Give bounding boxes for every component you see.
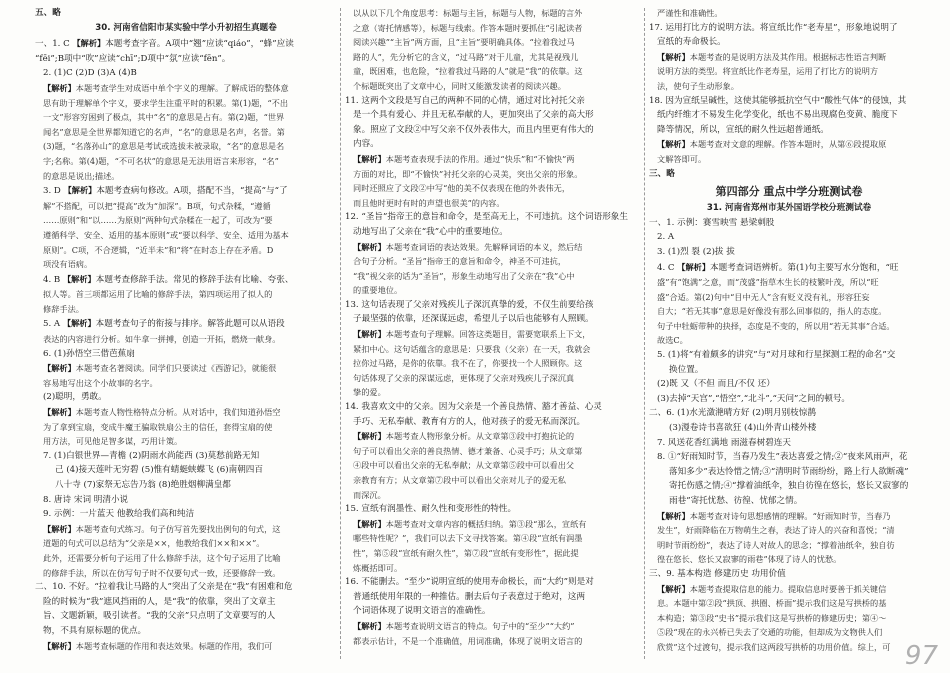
analysis-line: 明时节雨纷纷”，表达了诗人对故人的思念；“撑着油纸伞，独自彷 xyxy=(657,539,895,550)
analysis-line: 解”不搭配，可以把“提高”改为“加深”。B项，句式杂糅，“遵循 xyxy=(43,200,271,211)
answer-line: 旨、文题新颖，吸引读者。“我的父亲”只点明了文章要写的人 xyxy=(43,611,276,622)
analysis-tag: 【解析】 xyxy=(353,620,386,631)
analysis-line: ④段中可以看出父亲的无私奉献；从文章第⑤段中可以看出父 xyxy=(353,460,575,471)
analysis-line: 盛”有“饱满”之意，而“茂盛”指草木生长的枝繁叶茂，所以“旺 xyxy=(657,277,879,288)
analysis-tag: 【解析】 xyxy=(43,363,76,374)
analysis-line: 【解析】本题考查表现手法的作用。通过“快乐”和“不愉快”两 xyxy=(353,153,575,164)
analysis-line: 【解析】本题考查人物形象分析。从文章第③段中打抱抗论的 xyxy=(353,431,575,442)
analysis-tag: 【解析】 xyxy=(353,153,386,164)
answer-line: 3. (1)烈 裂 (2)拔 拔 xyxy=(657,246,735,257)
analysis-tag: 【解析】 xyxy=(43,82,76,93)
answer-line: 己 (4)接天莲叶无穷碧 (5)惟有蜻蜓蛱蝶飞 (6)南朝四百 xyxy=(55,465,263,476)
answer-line: 宣纸的寿命极长。 xyxy=(657,37,726,48)
answer-line: 降等情况，所以，宣纸的耐久性远超普通纸。 xyxy=(657,124,829,135)
analysis-line: 炼概括即可。 xyxy=(353,562,403,573)
section-heading: 三、略 xyxy=(649,168,675,179)
analysis-line: 盛”合适。第(2)句中“目中无人”含有贬义没有礼，形容狂妄 xyxy=(657,291,870,302)
answer-line: 3. D 【解析】本题考查病句修改。A项，搭配不当，“提高”与“了 xyxy=(43,185,288,197)
analysis-line: 一文”形容穷困到了极点，其中“名”的意思是占有。第(2)题，“世界 xyxy=(43,112,285,123)
answer-line: 个词语体现了说明文语言的准确性。 xyxy=(353,606,491,617)
analysis-line: 的意思是说出;描述。 xyxy=(43,170,120,181)
answer-line: 4. B 【解析】本题考查修辞手法。常见的修辞手法有比喻、夸张、 xyxy=(43,273,294,285)
analysis-line: 【解析】本题考查学生对成语中单个字义的理解。了解成语的整体意 xyxy=(43,82,289,93)
answer-line: 是一个具有爱心、并且无私奉献的人，更加突出了父亲的高大形 xyxy=(353,110,594,121)
analysis-tag: 【解析】 xyxy=(353,518,386,529)
analysis-line: “我”视父亲的话为“圣旨”，形象生动地写出了父亲在“我”心中 xyxy=(353,270,575,281)
analysis-line: 【解析】本题考查对诗句思想感情的理解。“好雨知时节，当春乃 xyxy=(657,510,891,521)
answer-line: 9. 示例：一片蓝天 他教给我们高和纯洁 xyxy=(43,509,195,520)
answer-line: 一、1. 示例：赛雪映雪 悬梁刺股 xyxy=(649,217,775,228)
analysis-line: 容易地写出这个小故事的名字。 xyxy=(43,377,158,388)
answer-line: 纸内纤维才不易发生化学变化，纸也不易出现腐色变黄、脆度下 xyxy=(657,110,898,121)
analysis-line: 为了拿到宝扇，变成牛魔王骗取铁扇公主的信任，套得宝扇的使 xyxy=(43,421,273,432)
analysis-line: 【解析】本题考查提取信息的能力。提取信息时要善于抓关键信 xyxy=(657,583,887,594)
answer-line: 8. 唐诗 宋词 明清小说 xyxy=(43,494,129,505)
analysis-tag: 【解析】 xyxy=(353,329,386,340)
analysis-line: 法，使句子生动形象。 xyxy=(657,80,739,91)
answer-line: 6. (1)孙悟空三借芭蕉扇 xyxy=(43,348,135,359)
exam-title: 30. 河南省信阳市某实验中学小升初招生真题卷 xyxy=(95,23,277,34)
analysis-line: 【解析】本题考查标题的作用和表达效果。标题的作用，我们可 xyxy=(43,640,273,651)
analysis-line: 遵循科学、安全、适用的基本原则”或“要以科学、安全、适用为基本 xyxy=(43,229,289,240)
analysis-tag: 【解析】 xyxy=(62,273,96,284)
page-number: 97 xyxy=(904,641,938,671)
answer-line: 14. 我喜欢文中的父亲。因为父亲是一个善良热情、豁才善益、心灵 xyxy=(345,402,603,413)
analysis-tag: 【解析】 xyxy=(43,640,76,651)
analysis-tag: 【解析】 xyxy=(62,318,96,329)
answer-line: 11. 这两个文段是写自己的两种不同的心情，通过对比衬托父亲 xyxy=(345,95,585,106)
analysis-line: 思有助于理解单个字义，要求学生注重平时的积累。第(1)题，“不出 xyxy=(43,97,289,108)
answer-line: (2)既 又（不但 而且/不仅 还） xyxy=(657,379,775,390)
answer-line: (2)聪明，勇敢。 xyxy=(43,392,107,403)
answer-line: 5. A 【解析】本题考查句子的衔接与排序。解答此题可以从语段 xyxy=(43,318,285,330)
answer-line: 二、10. 不好。“拉着我让马路的人”突出了父亲是在“我”有困难和危 xyxy=(35,582,293,593)
analysis-line: 以从以下几个角度思考：标题与主旨，标题与人物，标题的言外 xyxy=(353,8,583,18)
analysis-tag: 【解析】 xyxy=(43,523,76,534)
analysis-tag: 【解析】 xyxy=(43,407,76,418)
analysis-line: 原则”。C项，不合逻辑，“近半未”和“将”在时态上存在矛盾。D xyxy=(43,244,274,255)
analysis-line: 句子可以看出父亲的善良热情、德才兼备、心灵手巧；从文章第 xyxy=(353,445,583,456)
analysis-line: 严谨性和准确性。 xyxy=(657,8,723,18)
analysis-line: 闻名”意思是全世界都知道它的名声，“名”的意思是名声，名誉。第 xyxy=(43,126,285,137)
answer-line: 16. 不能删去。“至少”说明宣纸的使用寿命极长，而“大约”则是对 xyxy=(345,577,594,588)
analysis-line: 表达的内容进行分析。如牛拿一拼搏，创造一开拓，燃烧一献身。 xyxy=(43,334,281,345)
analysis-tag: 【解析】 xyxy=(677,261,711,272)
analysis-line: ……原则”和“以……为原则”两种句式杂糅在一起了，可改为“要 xyxy=(43,215,273,226)
analysis-line: 息。本题中第②段“拱顶、拱圈、桥面”提示我们这是写拱桥的基 xyxy=(657,598,887,609)
answer-line: 13. 这句话表现了父亲对残疾儿子深沉真挚的爱，不仅生前要给孩 xyxy=(345,299,594,310)
answer-line: 2. (1)C (2)D (3)A (4)B xyxy=(43,68,137,79)
analysis-line: 徨在悠长、悠长又寂寥的雨巷”体现了诗人的忧愁。 xyxy=(657,554,842,565)
answer-line: 7. 风送花香红满地 雨滋春树碧连天 xyxy=(657,437,791,448)
analysis-line: 阅读兴趣”“主旨”两方面，且“主旨”要明确具体。“拉着我过马 xyxy=(353,37,575,48)
analysis-tag: 【解析】 xyxy=(63,185,97,196)
analysis-line: 【解析】本题考查对文章内容的概括归纳。第③段“那么，宣纸有 xyxy=(353,518,587,529)
analysis-line: 拟人等。首三项都运用了比喻的修辞手法，第四项运用了拟人的 xyxy=(43,289,273,300)
answer-line: 18. 因为宣纸呈碱性，这使其能够抵抗空气中“酸性气体”的侵蚀，其 xyxy=(649,95,907,106)
analysis-tag: 【解析】 xyxy=(657,139,690,150)
column-right xyxy=(649,6,929,669)
answer-line: 5. (1)将“有着颇多的讲究”与“对月球和行星探测工程的命名”交 xyxy=(657,350,896,361)
analysis-tag: 【解析】 xyxy=(657,510,690,521)
column-divider-right xyxy=(644,8,645,659)
answer-line: 8. ①“好雨知时节，当春乃发生”表达喜爱之情;②“夜来风雨声，花 xyxy=(657,452,908,463)
analysis-tag: 【解析】 xyxy=(353,431,386,442)
analysis-line: 道题的句式可以总结为“父亲是××，他教给我们××和××”。 xyxy=(43,538,265,549)
column-divider-left xyxy=(340,8,341,659)
answer-line: 一、1. C 【解析】本题考查字音。A项中“翘”应读“qiáo”，“蜂”应读 xyxy=(35,38,294,50)
analysis-line: 【解析】本题考查人物性格特点分析。从对话中，我们知道孙悟空 xyxy=(43,407,281,418)
analysis-line: 字;名称。第(4)题，“不可名状”的意思是无法用语言来形容，“名” xyxy=(43,155,279,166)
answer-line: 2. A xyxy=(657,232,675,243)
analysis-line: 哪些特性呢？”，我们可以去下文寻找答案。第④段“宣纸有润墨 xyxy=(353,533,583,544)
analysis-line: 欣赏”这个过渡句，提示我们这两段写拱桥的功用价值。综上，可 xyxy=(657,641,891,652)
answer-line: 内容。 xyxy=(353,139,379,150)
analysis-line: 都表示估计，不是一个准确值，用词准确，体现了说明文语言的 xyxy=(353,635,583,646)
answer-line: 动地写出了父亲在“我”心中的重要地位。 xyxy=(353,226,508,237)
analysis-line: 【解析】本题考查的是说明方法及其作用。根据标志性语言判断 xyxy=(657,51,887,62)
analysis-line: 自大；“若无其事”意思是好像没有那么回事似的，指人的态度。 xyxy=(657,306,887,317)
analysis-tag: 【解析】 xyxy=(657,583,690,594)
analysis-line: 修辞手法。 xyxy=(43,303,84,314)
analysis-line: 【解析】本题考查说明文语言的特点。句子中的“至少”“大约” xyxy=(353,620,575,631)
column-left xyxy=(35,6,337,669)
analysis-line: 之意（寄托情感等），标题与线索。作答本题时要抓住“引起读者 xyxy=(353,22,583,33)
analysis-line: 本构造；第③段“史书”提示我们这是写拱桥的修建历史；第④～ xyxy=(657,612,887,623)
analysis-line: 项没有语病。 xyxy=(43,259,93,270)
answer-line: 12. “圣旨”指帝王的意旨和命令，是至高无上，不可违抗。这个词语形象生 xyxy=(345,212,628,223)
analysis-line: 童，既困难，也危险，“拉着我过马路的人”就是“我”的依靠。这 xyxy=(353,66,583,77)
answer-line: 象。照应了文段②中写父亲不仅外表伟大，而且内里更有伟大的 xyxy=(353,124,594,135)
part-title: 第四部分 重点中学分班测试卷 xyxy=(715,184,863,198)
analysis-line: 句话体现了父亲的深谋远虑，更体现了父亲对残疾儿子深沉真 xyxy=(353,372,575,383)
analysis-line: 拉你过马路，是你的依靠。我不在了，你要找一个人照顾你。这 xyxy=(353,358,583,369)
analysis-line: 同时还照应了文段②中写“他的美不仅表现在他的外表伟无， xyxy=(353,183,571,194)
analysis-line: 合句子分析。“圣旨”指帝王的意旨和命令，神圣不可违抗， xyxy=(353,256,567,267)
analysis-line: 而深沉。 xyxy=(353,489,386,500)
analysis-line: ⑤段“现在的永兴桥已失去了交通的功能，但却成为文物供人们 xyxy=(657,627,883,638)
analysis-line: 【解析】本题考查句式练习。句子仿写首先要找出例句的句式，这 xyxy=(43,523,281,534)
answer-line: 三、9. 基本构造 修建历史 功用价值 xyxy=(649,568,786,579)
analysis-line: 【解析】本题考查名著阅读。同学们只要读过《西游记》，就能很 xyxy=(43,363,277,374)
analysis-line: 此外，还需要分析句子运用了什么修辞手法，这个句子运用了比喻 xyxy=(43,552,281,563)
answer-line: 普通纸使用年限的一种推估。删去后句子表意过于绝对，这两 xyxy=(353,591,586,602)
answer-line: 4. C 【解析】本题考查词语辨析。第(1)句主要写水分饱和，“旺 xyxy=(657,261,899,273)
analysis-line: (3)题，“名落孙山”的意思是考试或选拔未被录取，“名”的意思是名 xyxy=(43,141,285,152)
answer-line: 子最坚强的依靠，还深谋远虑，希望儿子以后也能够有人照顾。 xyxy=(353,314,594,325)
analysis-line: 【解析】本题考查词语的表达效果。先解释词语的本义，然后结 xyxy=(353,241,583,252)
answer-line: 17. 运用打比方的说明方法。将宣纸比作“老寿星”，形象地说明了 xyxy=(649,22,898,33)
answer-line: 落知多少”表达怜惜之情;③“清明时节雨纷纷，路上行人欲断魂” xyxy=(669,466,909,477)
analysis-line: 而且他时更时有时的声望也很美”的内容。 xyxy=(353,197,505,208)
analysis-line: 故选C。 xyxy=(657,335,688,346)
analysis-tag: 【解析】 xyxy=(657,51,690,62)
analysis-line: 用方法，可见他足智多谋，巧用计策。 xyxy=(43,436,183,447)
analysis-line: 文解答即可。 xyxy=(657,153,707,164)
answer-line: 雨巷”寄托忧愁、彷徨、忧郁之情。 xyxy=(669,496,803,506)
answer-line: 险的时候为“我”遮风挡雨的人，是“我”的依靠，突出了文章主 xyxy=(43,596,276,607)
exam-title: 31. 河南省郑州市某外国语学校分班测试卷 xyxy=(706,202,872,213)
analysis-line: 【解析】本题考查句子理解。回答这类题目，需要宽联系上下文， xyxy=(353,329,591,340)
analysis-line: 的重要地位。 xyxy=(353,285,403,296)
analysis-line: 方面的对比，即“不愉快”衬托父亲的心灵美，突出父亲的形象。 xyxy=(353,168,583,179)
analysis-line: 个标题既突出了文章中心，同时又能激发读者的阅读兴趣。 xyxy=(353,80,566,91)
analysis-line: 性”，第⑤段“宣纸有耐久性”，第⑦段“宣纸有变形性”，据此提 xyxy=(353,547,579,558)
analysis-line: 的修辞手法，所以在仿写句子时不仅要句式一致，还要修辞一致。 xyxy=(43,567,281,578)
answer-line: “fēi”;B项中“吹”应读“chī”;D项中“氛”应读“fēn”。 xyxy=(35,53,231,64)
analysis-tag: 【解析】 xyxy=(353,241,386,252)
section-heading: 五、略 xyxy=(35,8,61,18)
answer-line: (3)漫卷诗书喜欲狂 (4)山外青山楼外楼 xyxy=(669,423,817,434)
answer-line: 7. (1)白银世界—青檐 (2)阴雨水尚能西 (3)莫愁前路无知 xyxy=(43,450,260,461)
analysis-line: 句子中牡蛎带种的抉择，态度是不变的，所以用“若无其事”合适。 xyxy=(657,320,895,331)
answer-line: 手巧、无私奉献、教育有方的人，他对孩子的爱无私而深沉。 xyxy=(353,416,586,427)
analysis-line: 发生”，好雨降临在万物萌生之春，表达了诗人的兴奋和喜悦；“清 xyxy=(657,525,895,536)
analysis-line: 紧扣中心。这句话蕴含的意思是：只要我（父亲）在一天，我就会 xyxy=(353,343,591,354)
answer-line: 八十寺 (7)家祭无忘告乃翁 (8)绝胜烟柳满皇都 xyxy=(55,480,231,490)
analysis-line: 挚的爱。 xyxy=(353,387,386,398)
answer-line: (3)去掉“天宫”,“悟空”,“北斗”,“天问”之间的顿号。 xyxy=(657,393,851,404)
analysis-line: 【解析】本题考查对文意的理解。作答本题时，从第⑥段提取原 xyxy=(657,139,887,150)
answer-line: 物，不具有原标题的优点。 xyxy=(43,625,147,636)
analysis-line: 路的人”，先分析它的含义，“过马路”对于儿童，尤其是视残儿 xyxy=(353,51,579,62)
analysis-line: 亲教育有方；从文章第⑦段中可以看出父亲对儿子的爱无私 xyxy=(353,475,566,485)
answer-line: 寄托伤感之情;④“撑着油纸伞，独自彷徨在悠长，悠长又寂寥的 xyxy=(669,481,909,492)
answer-line: 15. 宣纸有润墨性、耐久性和变形性的特性。 xyxy=(345,504,517,515)
answer-line: 换位置。 xyxy=(669,364,704,375)
analysis-line: 说明方法的类型。将宣纸比作老寿星，运用了打比方的说明方 xyxy=(657,66,879,77)
answer-line: 二、6. (1)水光潋滟晴方好 (2)明月别枝惊鹊 xyxy=(649,408,816,419)
analysis-tag: 【解析】 xyxy=(72,38,106,49)
column-middle xyxy=(345,6,641,669)
